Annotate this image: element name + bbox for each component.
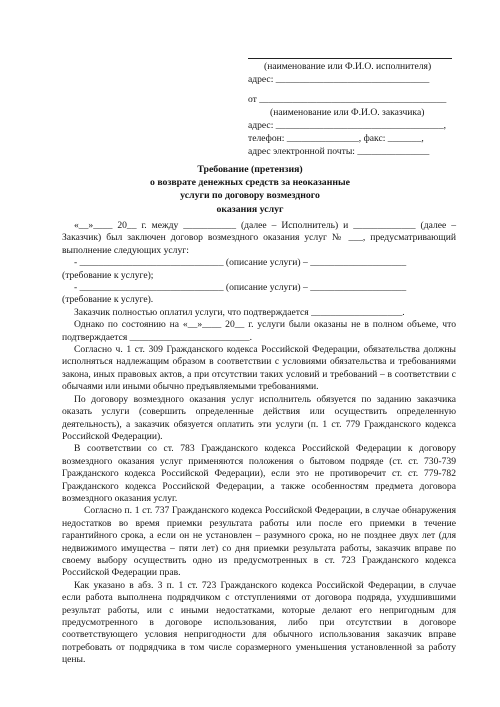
header-block — [248, 60, 456, 86]
title-line-2: о возврате денежных средств за неоказанные — [149, 177, 350, 189]
customer-caption: (наименование или Ф.И.О. заказчика) — [270, 107, 425, 118]
paragraph-incomplete: Однако по состоянию на «__»____ 20__ г. услуги были оказаны не в полном объеме, что подтверждается _________________________. — [62, 319, 456, 343]
executor-name-line — [248, 58, 452, 59]
document-title — [100, 163, 400, 216]
title-line-1: Требование (претензия) — [197, 164, 303, 175]
phone-fax: телефон: _______________, факс: _______, — [248, 133, 424, 144]
document-body — [62, 220, 456, 667]
paragraph-contract: «__»____ 20__ г. между ___________ (далее – Исполнитель) и _____________ (далее – Заказчик) был заключен договор возмездного оказания услуг № ___, предусматривающий выполнение следующих услуг: — [62, 220, 456, 256]
service-requirement-1: (требование к услуге); — [62, 269, 154, 281]
paragraph-payment: Заказчик полностью оплатил услуги, что подтверждается ___________________. — [74, 306, 405, 318]
customer-address: адрес: ___________________________________, — [248, 120, 447, 131]
service-item-1: - ______________________________ (описание услуги) – ____________________ — [74, 257, 407, 269]
paragraph-art-779: По договору возмездного оказания услуг исполнитель обязуется по заданию заказчика оказать услуги (совершить определенные действия или осуществить определенную деятельность), а заказчик обязуется оплатить эти услуги (п. 1 ст. 779 Гражданского кодекса Российской Федерации). — [62, 393, 456, 442]
title-line-3: услуги по договору возмездного — [180, 190, 320, 202]
service-requirement-2: (требование к услуге). — [62, 294, 154, 306]
customer-block — [248, 93, 456, 158]
from-line: от _______________________________________ — [248, 94, 447, 105]
paragraph-art-783: В соответствии со ст. 783 Гражданского кодекса Российской Федерации к договору возмездного оказания услуг применяются положения о бытовом подряде (ст. ст. 730-739 Гражданского кодекса Российской Федерации), если это не противоречит ст. ст. 779-782 Гражданского кодекса Российской Федерации, а также особенностям предмета договора возмездного оказания услуг. — [62, 443, 456, 504]
service-item-2: - ______________________________ (описание услуги) – ____________________ — [74, 282, 407, 294]
executor-address: адрес: ________________________________ — [248, 74, 430, 85]
paragraph-art-309: Согласно ч. 1 ст. 309 Гражданского кодекса Российской Федерации, обязательства должны исполняться надлежащим образом в соответствии с условиями обязательства и требованиями закона, иных правовых актов, а при отсутствии таких условий и требований – в соответствии с обычаями или иными обычно предъявляемыми требованиями. — [62, 344, 456, 393]
executor-caption: (наименование или Ф.И.О. исполнителя) — [264, 61, 432, 72]
paragraph-art-723: Как указано в абз. 3 п. 1 ст. 723 Гражданского кодекса Российской Федерации, в случае если работа выполнена подрядчиком с отступлениями от договора подряда, ухудшившими результат работы, или с иными недостатками, которые делают его непригодным для предусмотренного в договоре использования, либо при отсутствии в договоре соответствующего условия непригодности для обычного использования заказчик вправе потребовать от подрядчика в том числе соразмерного уменьшения установленной за работу цены. — [62, 579, 456, 666]
title-line-4: оказания услуг — [216, 203, 284, 215]
paragraph-art-737: Согласно п. 1 ст. 737 Гражданского кодекса Российской Федерации, в случае обнаружения недостатков во время приемки результата работы или после его приемки в течение гарантийного срока, а если он не установлен – разумного срока, но не позднее двух лет (для недвижимого имущества – пяти лет) со дня приемки результата работы, заказчик вправе по своему выбору осуществить одно из предусмотренных в ст. 723 Гражданского кодекса Российской Федерации прав. — [62, 505, 456, 579]
email-line: адрес электронной почты: _______________ — [248, 146, 430, 157]
